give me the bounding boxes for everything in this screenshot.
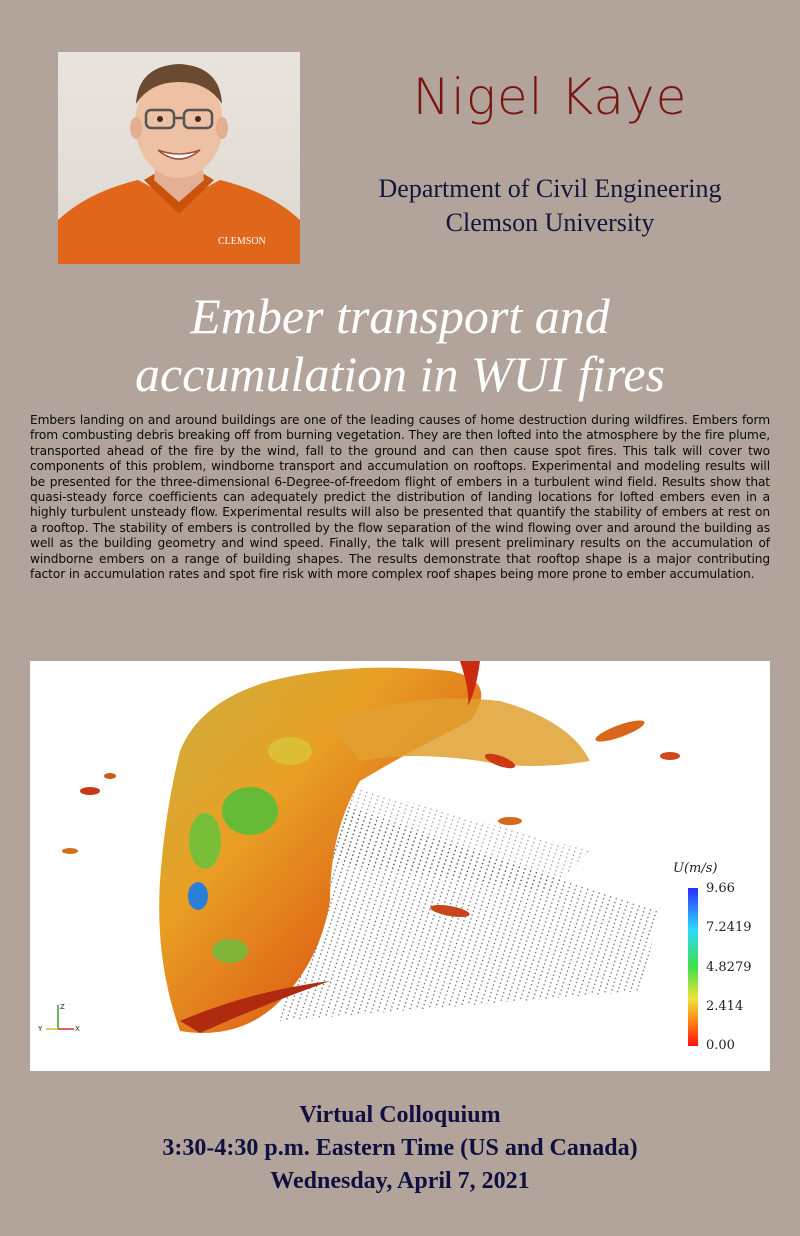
axis-label-z: Z bbox=[60, 1003, 65, 1011]
colorbar-tick-2: 7.2419 bbox=[706, 920, 752, 935]
department-name: Department of Civil Engineering bbox=[378, 174, 722, 203]
event-details bbox=[0, 1099, 800, 1198]
event-date: Wednesday, April 7, 2021 bbox=[270, 1168, 530, 1194]
colorbar-tick-max: 9.66 bbox=[706, 881, 735, 896]
colorbar-tick-min: 0.00 bbox=[706, 1038, 735, 1053]
colorbar-title: U(m/s) bbox=[673, 861, 718, 876]
axis-label-y: Y bbox=[38, 1025, 43, 1033]
talk-title bbox=[0, 287, 800, 403]
abstract-text: Embers landing on and around buildings are one of the leading causes of home destruction during wildfires. Embers form from combusting debris breaking off from burning vegetation. They are then lofted into the atmosphere by the fire plume, transported ahead of the fire by the wind, fall to the ground and can then cause spot fires. This talk will cover two components of this problem, windborne transport and accumulation on rooftops. Experimental and modeling results will be presented for the three-dimensional 6-Degree-of-freedom flight of embers in a turbulent wind field. Results show that quasi-steady force coefficients can adequately predict the distribution of landing locations for lofted embers even in a highly turbulent unsteady flow. Experimental results will also be presented that quantify the stability of embers at rest on a rooftop. The stability of embers is controlled by the flow separation of the wind flowing over and around the building as well as the building geometry and wind speed. Finally, the talk will present preliminary results on the accumulation of windborne embers on a range of building shapes. The results demonstrate that rooftop shape is a major contributing factor in accumulation rates and spot fire risk with more complex roof shapes being more prone to ember accumulation. bbox=[30, 413, 770, 582]
event-format: Virtual Colloquium bbox=[299, 1102, 501, 1128]
talk-title-line-2: accumulation in WUI fires bbox=[134, 346, 665, 402]
speaker-portrait-illustration bbox=[58, 52, 300, 264]
axes-orientation-icon bbox=[36, 1001, 86, 1035]
colorbar-tick-4: 2.414 bbox=[706, 999, 744, 1014]
speaker-photo bbox=[58, 52, 300, 264]
affiliation bbox=[310, 172, 790, 240]
simulation-figure bbox=[30, 661, 770, 1071]
talk-title-line-1: Ember transport and bbox=[190, 288, 610, 344]
university-name: Clemson University bbox=[445, 208, 655, 237]
axis-label-x: X bbox=[75, 1025, 80, 1033]
speaker-name: Nigel Kaye bbox=[412, 68, 688, 126]
velocity-colorbar bbox=[688, 888, 698, 1046]
colorbar-tick-3: 4.8279 bbox=[706, 960, 752, 975]
event-time: 3:30-4:30 p.m. Eastern Time (US and Canada) bbox=[162, 1135, 638, 1161]
ember-simulation-visualization bbox=[30, 661, 770, 1071]
shirt-logo-text: CLEMSON bbox=[218, 236, 266, 247]
